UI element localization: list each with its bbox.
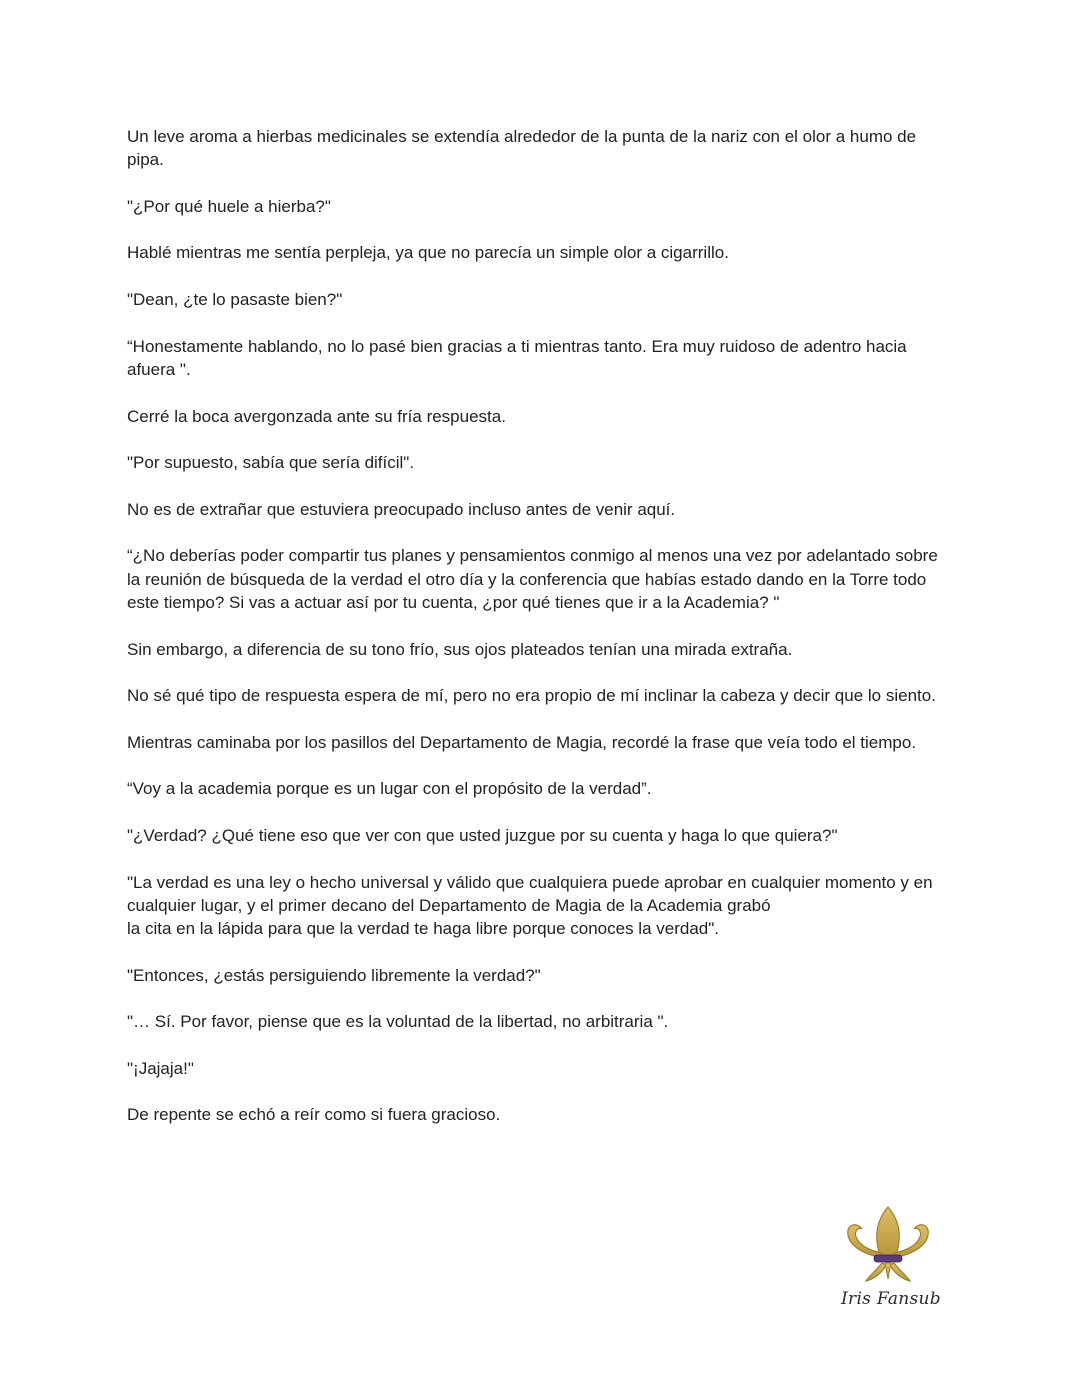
iris-fansub-watermark [836, 1203, 946, 1318]
paragraph-5: “Honestamente hablando, no lo pasé bien gracias a ti mientras tanto. Era muy ruidoso de adentro hacia afuera ". [127, 336, 907, 379]
document-body [127, 125, 953, 1150]
paragraph-3: Hablé mientras me sentía perpleja, ya que no parecía un simple olor a cigarrillo. [127, 243, 729, 263]
paragraph-17: "… Sí. Por favor, piense que es la voluntad de la libertad, no arbitraria ". [127, 1012, 669, 1032]
paragraph-11: No sé qué tipo de respuesta espera de mí, pero no era propio de mí inclinar la cabeza y decir que lo siento. [127, 686, 936, 706]
paragraph-8: No es de extrañar que estuviera preocupado incluso antes de venir aquí. [127, 499, 676, 519]
paragraph-6: Cerré la boca avergonzada ante su fría respuesta. [127, 406, 506, 426]
paragraph-13: “Voy a la academia porque es un lugar con el propósito de la verdad”. [127, 779, 652, 799]
paragraph-2: "¿Por qué huele a hierba?" [127, 196, 331, 216]
paragraph-16: "Entonces, ¿estás persiguiendo libremente la verdad?" [127, 965, 541, 985]
fleur-de-lis-icon [836, 1203, 946, 1289]
paragraph-19: De repente se echó a reír como si fuera gracioso. [127, 1105, 501, 1125]
paragraph-7: "Por supuesto, sabía que sería difícil". [127, 453, 415, 473]
paragraph-14: "¿Verdad? ¿Qué tiene eso que ver con que usted juzgue por su cuenta y haga lo que quiera?" [127, 825, 838, 845]
paragraph-1: Un leve aroma a hierbas medicinales se extendía alrededor de la punta de la nariz con el olor a humo de pipa. [127, 127, 917, 170]
paragraph-12: Mientras caminaba por los pasillos del Departamento de Magia, recordé la frase que veía todo el tiempo. [127, 732, 917, 752]
paragraph-18: "¡Jajaja!" [127, 1058, 194, 1078]
paragraph-15: "La verdad es una ley o hecho universal y válido que cualquiera puede aprobar en cualquier momento y en cualquier lugar, y el primer decano del Departamento de Magia de la Academia grabó la cita en la lápida para que la verdad te haga libre porque conoces la verdad". [127, 872, 933, 939]
watermark-text: Iris Fansub [841, 1289, 941, 1309]
paragraph-10: Sin embargo, a diferencia de su tono frío, sus ojos plateados tenían una mirada extraña. [127, 639, 793, 659]
paragraph-9: “¿No deberías poder compartir tus planes y pensamientos conmigo al menos una vez por adelantado sobre la reunión de búsqueda de la verdad el otro día y la conferencia que habías estado dando en la Torre todo este tiempo? Si vas a actuar así por tu cuenta, ¿por qué tienes que ir a la Academia? " [127, 546, 938, 612]
paragraph-4: "Dean, ¿te lo pasaste bien?" [127, 290, 343, 310]
